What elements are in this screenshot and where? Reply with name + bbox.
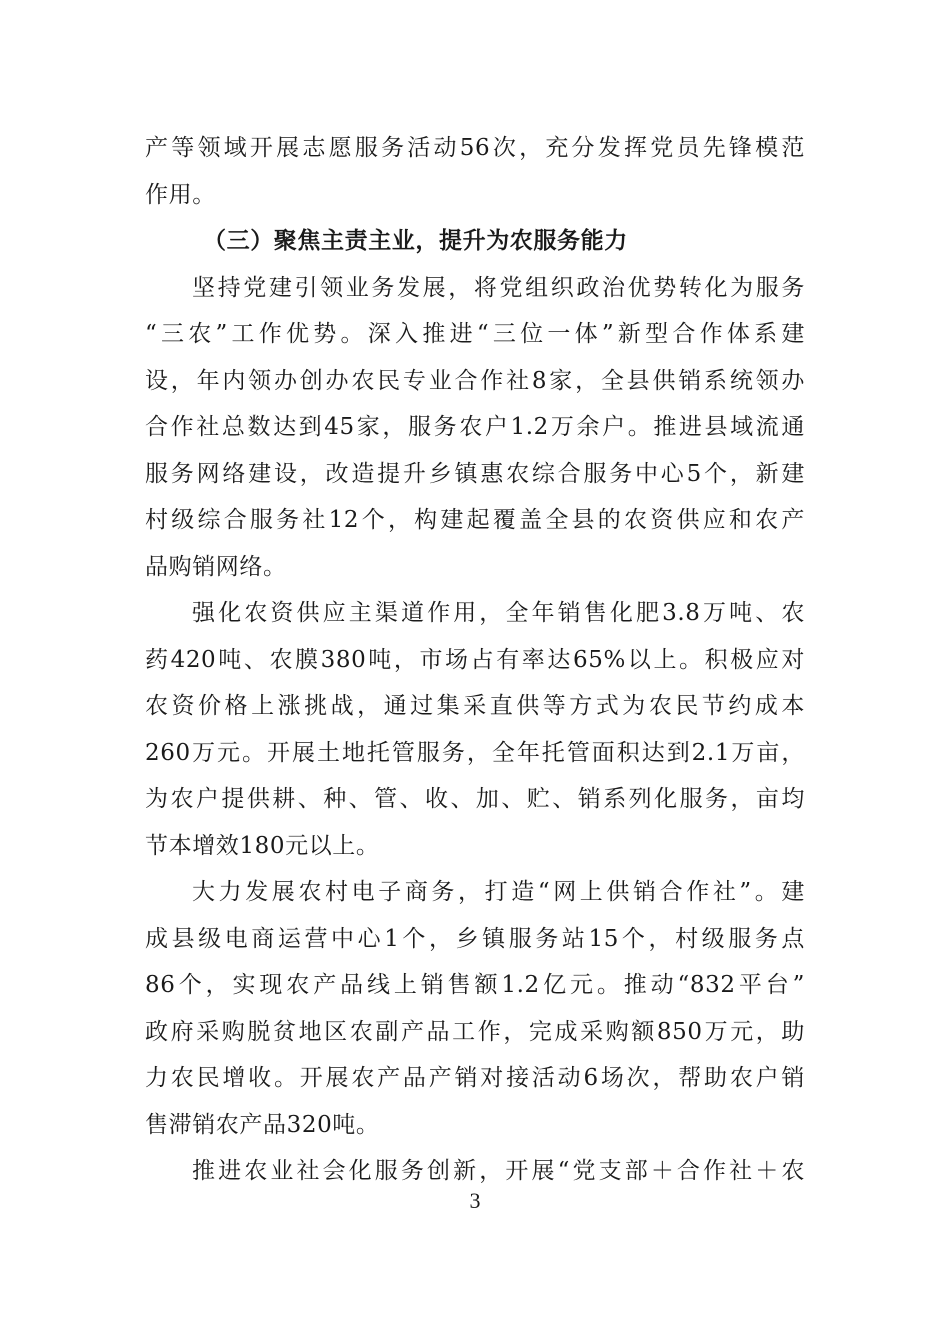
- text-line: 坚持党建引领业务发展，将党组织政治优势转化为服务: [192, 274, 805, 301]
- text-line: 售滞销农产品320吨。: [145, 1111, 380, 1138]
- text-line: 260万元。开展土地托管服务，全年托管面积达到2.1万亩，: [145, 739, 805, 766]
- text-line: 设，年内领办创办农民专业合作社8家，全县供销系统领办: [145, 367, 805, 394]
- text-line: 力农民增收。开展农产品产销对接活动6场次，帮助农户销: [145, 1065, 805, 1091]
- text-line: “三农”工作优势。深入推进“三位一体”新型合作体系建: [145, 321, 805, 347]
- text-line: 作用。: [145, 181, 216, 208]
- text-line: 强化农资供应主渠道作用，全年销售化肥3.8万吨、农: [192, 600, 805, 626]
- text-line: 村级综合服务社12个，构建起覆盖全县的农资供应和农产: [145, 507, 805, 533]
- section-heading: （三）聚焦主责主业，提升为农服务能力: [203, 227, 628, 254]
- text-line: 86个，实现农产品线上销售额1.2亿元。推动“832平台”: [145, 972, 805, 998]
- text-line: 服务网络建设，改造提升乡镇惠农综合服务中心5个，新建: [145, 460, 805, 487]
- text-line: 节本增效180元以上。: [145, 832, 380, 859]
- text-line: 药420吨、农膜380吨，市场占有率达65%以上。积极应对: [145, 646, 805, 673]
- text-line: 成县级电商运营中心1个，乡镇服务站15个，村级服务点: [145, 925, 805, 952]
- text-line: 推进农业社会化服务创新，开展“党支部＋合作社＋农: [192, 1158, 805, 1184]
- text-line: 品购销网络。: [145, 553, 287, 580]
- text-line: 为农户提供耕、种、管、收、加、贮、销系列化服务，亩均: [145, 786, 805, 812]
- text-line: 大力发展农村电子商务，打造“网上供销合作社”。建: [192, 879, 805, 905]
- text-line: 合作社总数达到45家，服务农户1.2万余户。推进县域流通: [145, 414, 805, 440]
- text-line: 农资价格上涨挑战，通过集采直供等方式为农民节约成本: [145, 693, 805, 719]
- body-text: [145, 125, 805, 1195]
- text-line: 产等领域开展志愿服务活动56次，充分发挥党员先锋模范: [145, 135, 805, 161]
- text-line: 政府采购脱贫地区农副产品工作，完成采购额850万元，助: [145, 1018, 805, 1045]
- page-number: 3: [469, 1188, 481, 1213]
